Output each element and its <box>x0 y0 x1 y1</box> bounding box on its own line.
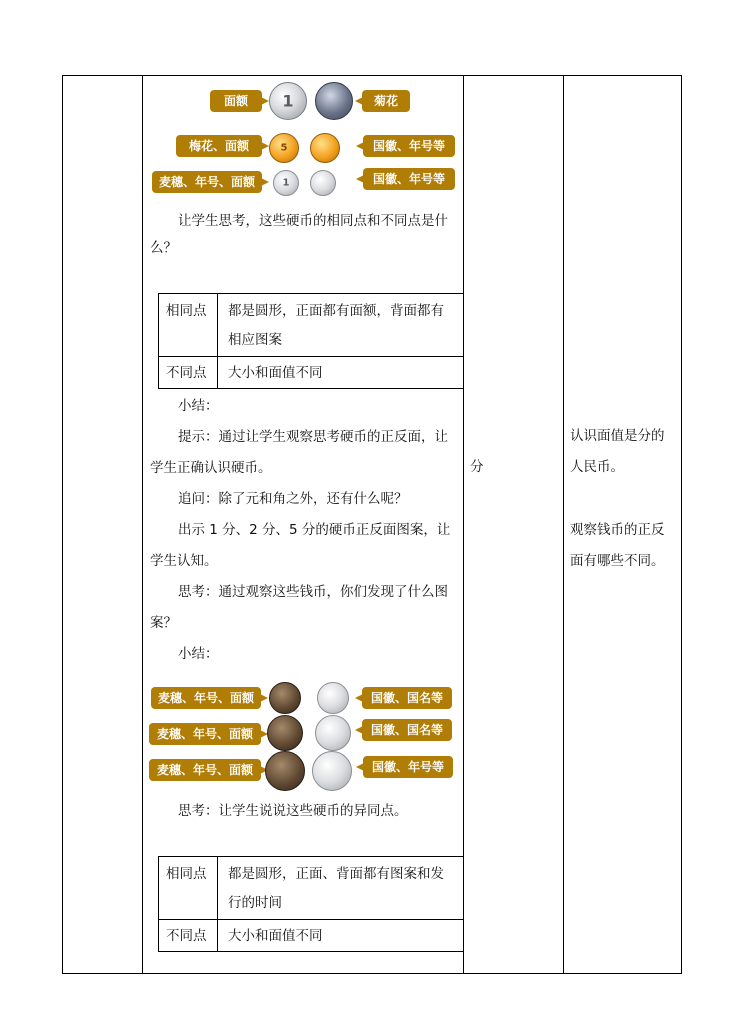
table-border <box>158 919 464 920</box>
table-cell-text: 都是圆形，正面、背面都有图案和发 <box>228 866 444 882</box>
one-jiao-coin-back <box>310 170 336 196</box>
outer-table-top-border <box>62 75 682 76</box>
objective-text: 面有哪些不同。 <box>570 553 665 569</box>
coin-figure-top <box>145 78 461 200</box>
table-border <box>158 293 159 389</box>
hint-text: 提示：通过让学生观察思考硬币的正反面，让 <box>178 429 448 445</box>
fen-coin-front <box>269 682 301 714</box>
column-divider-3 <box>563 75 564 974</box>
think-text: 思考：让学生说说这些硬币的异同点。 <box>178 803 408 819</box>
table-cell-text: 相应图案 <box>228 332 282 348</box>
summary-label: 小结： <box>178 398 219 414</box>
table-border <box>158 356 464 357</box>
table-border <box>158 856 464 857</box>
objective-text: 人民币。 <box>570 459 624 475</box>
coin-tag: 麦穗、年号、面额 <box>151 687 261 709</box>
objective-text: 认识面值是分的 <box>570 428 665 444</box>
question-text: 么？ <box>150 240 177 256</box>
table-row-label: 相同点 <box>166 303 207 319</box>
coin-tag: 国徽、国名等 <box>362 719 452 741</box>
fen-coin-front <box>265 751 305 791</box>
coin-tag: 国徽、年号等 <box>363 135 455 157</box>
outer-table-left-border <box>62 75 63 974</box>
one-yuan-coin-back <box>315 82 353 120</box>
outer-table-bottom-border <box>62 973 682 974</box>
coin-figure-bottom <box>145 678 461 788</box>
table-border <box>158 856 159 952</box>
table-border <box>158 951 464 952</box>
objective-text: 观察钱币的正反 <box>570 522 665 538</box>
table-cell-text: 大小和面值不同 <box>228 928 323 944</box>
five-jiao-coin-front: 5 <box>269 133 299 163</box>
fen-coin-back <box>317 682 349 714</box>
table-cell-text: 大小和面值不同 <box>228 365 323 381</box>
coin-tag: 麦穗、年号、面额 <box>149 759 261 781</box>
column-divider-2 <box>463 75 464 974</box>
table-cell-text: 都是圆形，正面都有面额，背面都有 <box>228 303 444 319</box>
question-text: 让学生思考，这些硬币的相同点和不同点是什 <box>178 213 448 229</box>
coin-tag: 菊花 <box>362 90 410 112</box>
five-jiao-coin-back <box>310 133 340 163</box>
table-border <box>217 293 218 389</box>
hint-text: 学生正确认识硬币。 <box>150 460 272 476</box>
column-3-text: 分 <box>470 459 484 475</box>
coin-tag: 国徽、国名等 <box>362 687 452 709</box>
coin-tag: 面额 <box>210 90 262 112</box>
fen-coin-back <box>312 751 352 791</box>
fen-coin-front <box>267 715 303 751</box>
coin-tag: 麦穗、年号、面额 <box>152 171 262 193</box>
coin-tag: 麦穗、年号、面额 <box>149 723 261 745</box>
table-cell-text: 行的时间 <box>228 895 282 911</box>
show-text: 出示 1 分、2 分、5 分的硬币正反面图案，让 <box>178 522 451 538</box>
coin-tag: 国徽、年号等 <box>363 168 455 190</box>
outer-table-right-border <box>681 75 682 974</box>
one-yuan-coin-front: 1 <box>269 82 307 120</box>
table-border <box>158 388 464 389</box>
table-row-label: 相同点 <box>166 866 207 882</box>
coin-tag: 国徽、年号等 <box>363 756 453 778</box>
summary-label: 小结： <box>178 646 219 662</box>
table-row-label: 不同点 <box>166 365 207 381</box>
column-divider-1 <box>142 75 143 974</box>
show-text: 学生认知。 <box>150 553 218 569</box>
one-jiao-coin-front: 1 <box>273 170 299 196</box>
table-border <box>217 856 218 952</box>
table-row-label: 不同点 <box>166 928 207 944</box>
table-border <box>158 293 464 294</box>
fen-coin-back <box>315 715 351 751</box>
think-text: 思考：通过观察这些钱币，你们发现了什么图 <box>178 584 448 600</box>
follow-up-question: 追问：除了元和角之外，还有什么呢？ <box>178 491 408 507</box>
coin-tag: 梅花、面额 <box>176 135 262 157</box>
think-text: 案？ <box>150 615 177 631</box>
